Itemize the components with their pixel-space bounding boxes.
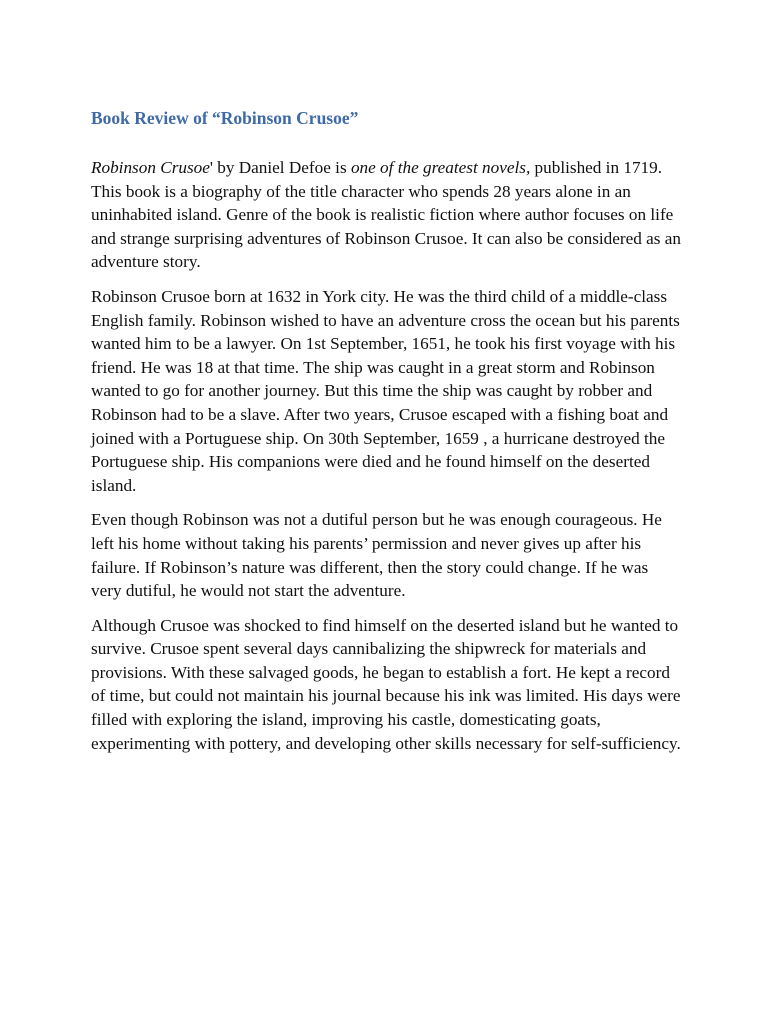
- intro-author-text: ' by Daniel Defoe is: [209, 158, 351, 177]
- paragraph-character: Even though Robinson was not a dutiful person but he was enough courageous. He left his home without taking his parents’ permission and never gives up after his failure. If Robinson’s nature was different, then the story could change. If he was very dutiful, he would not start the adventure.: [91, 510, 662, 601]
- intro-rest-text: published in 1719. This book is a biography of the title character who spends 28 years alone in an uninhabited island. Genre of the book is realistic fiction where author focuses on life and strange surprising adventures of Robinson Crusoe. It can also be considered as an adventure story.: [91, 158, 681, 272]
- intro-emphasis: one of the greatest novels,: [350, 158, 531, 177]
- paragraph-survival: Although Crusoe was shocked to find himself on the deserted island but he wanted to survive. Crusoe spent several days cannibalizing the shipwreck for materials and provisions. With these salvaged goods, he began to establish a fort. He kept a record of time, but could not maintain his journal because his ink was limited. His days were filled with exploring the island, improving his castle, domesticating goats, experimenting with pottery, and developing other skills necessary for self-sufficiency.: [91, 615, 681, 753]
- paragraph-plot: Robinson Crusoe born at 1632 in York city. He was the third child of a middle-class English family. Robinson wished to have an adventure cross the ocean but his parents wanted him to be a lawyer. On 1st September, 1651, he took his first voyage with his friend. He was 18 at that time. The ship was caught in a great storm and Robinson wanted to go for another journey. But this time the ship was caught by robber and Robinson had to be a slave. After two years, Crusoe escaped with a fishing boat and joined with a Portuguese ship. On 30th September, 1659 , a hurricane destroyed the Portuguese ship. His companions were died and he found himself on the deserted island.: [91, 286, 680, 495]
- intro-paragraph: [91, 156, 681, 274]
- book-title-italic: Robinson Crusoe: [91, 158, 210, 177]
- document-body: [91, 106, 681, 766]
- document-title: Book Review of “Robinson Crusoe”: [91, 108, 359, 128]
